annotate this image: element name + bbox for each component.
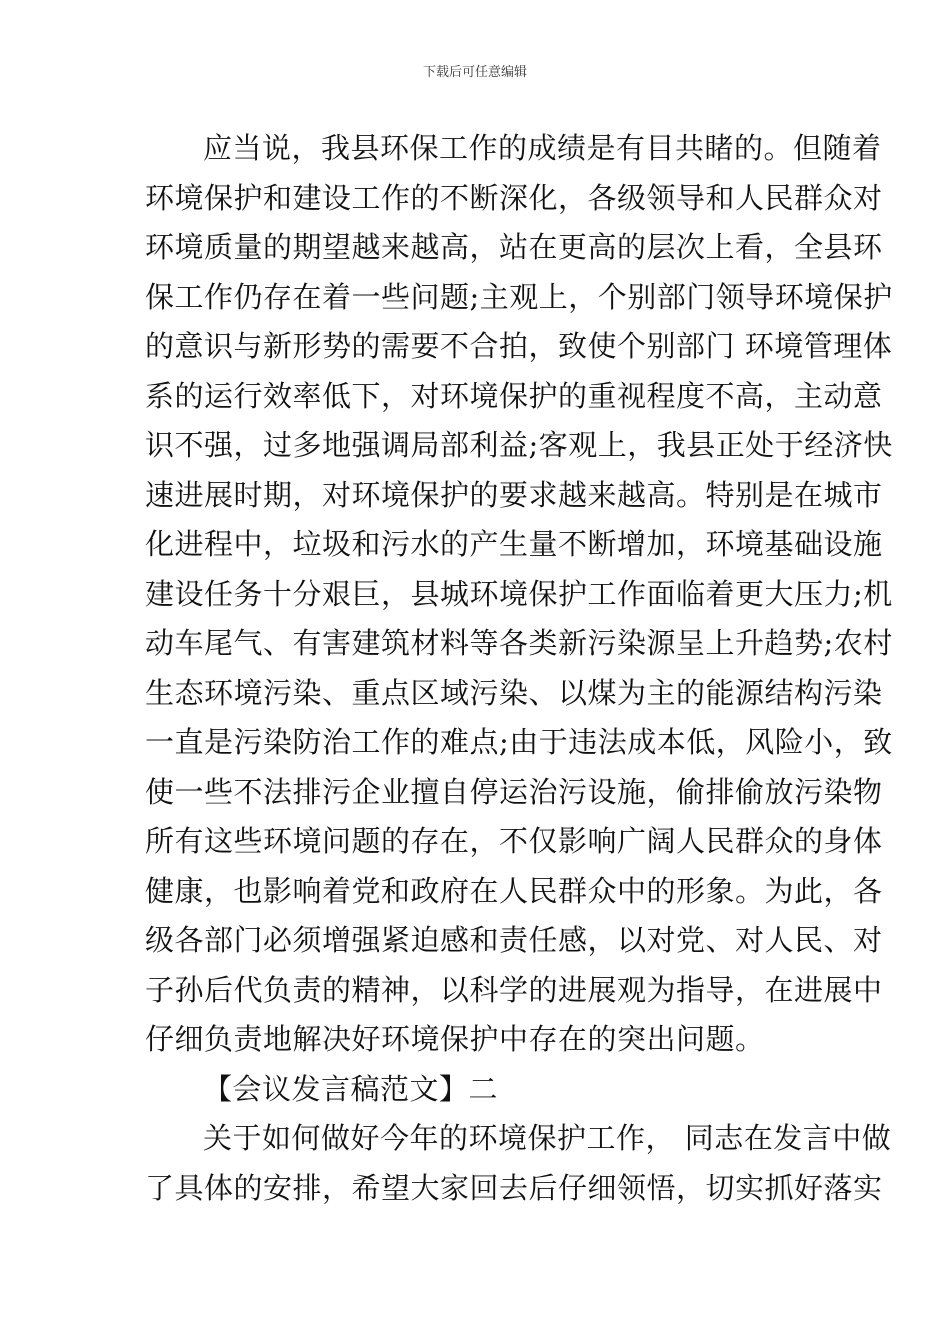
paragraph-line: 了具体的安排，希望大家回去后仔细领悟，切实抓好落实 bbox=[145, 1170, 883, 1205]
paragraph-line: 的意识与新形势的需要不合拍，致使个别部门 环境管理体 bbox=[145, 329, 893, 363]
paragraph-line: 速进展时期，对环境保护的要求越来越高。特别是在城市 bbox=[145, 477, 883, 512]
section-heading: 【会议发言稿范文】二 bbox=[203, 1071, 499, 1106]
header-note: 下载后可任意编辑 bbox=[422, 65, 527, 80]
paragraph-line: 环境质量的期望越来越高，站在更高的层次上看，全县环 bbox=[145, 230, 883, 264]
paragraph-line: 使一些不法排污企业擅自停运治污设施，偷排偷放污染物 bbox=[145, 774, 883, 809]
paragraph-line: 健康，也影响着党和政府在人民群众中的形象。为此，各 bbox=[145, 873, 883, 908]
paragraph-line: 动车尾气、有害建筑材料等各类新污染源呈上升趋势;农村 bbox=[145, 626, 893, 660]
paragraph-line: 仔细负责地解决好环境保护中存在的突出问题。 bbox=[145, 1022, 765, 1056]
paragraph-line: 级各部门必须增强紧迫感和责任感，以对党、对人民、对 bbox=[145, 923, 883, 957]
paragraph-line: 保工作仍存在着一些问题;主观上，个别部门领导环境保护 bbox=[145, 279, 893, 314]
paragraph-line: 环境保护和建设工作的不断深化，各级领导和人民群众对 bbox=[145, 180, 883, 215]
document-body bbox=[145, 124, 893, 1213]
paragraph-line: 识不强，过多地强调局部利益;客观上，我县正处于经济快 bbox=[145, 428, 893, 462]
paragraph-line: 应当说，我县环保工作的成绩是有目共睹的。但随着 bbox=[203, 131, 882, 165]
paragraph-line: 建设任务十分艰巨，县城环境保护工作面临着更大压力;机 bbox=[145, 576, 893, 611]
paragraph-line: 关于如何做好今年的环境保护工作， 同志在发言中做 bbox=[203, 1121, 892, 1155]
paragraph-line: 子孙后代负责的精神，以科学的进展观为指导，在进展中 bbox=[145, 972, 883, 1007]
paragraph-line: 化进程中，垃圾和污水的产生量不断增加，环境基础设施 bbox=[145, 527, 883, 561]
paragraph-line: 生态环境污染、重点区域污染、以煤为主的能源结构污染 bbox=[145, 675, 883, 710]
paragraph-line: 一直是污染防治工作的难点;由于违法成本低，风险小，致 bbox=[145, 725, 893, 759]
paragraph-line: 系的运行效率低下，对环境保护的重视程度不高，主动意 bbox=[145, 378, 883, 413]
paragraph-line: 所有这些环境问题的存在，不仅影响广阔人民群众的身体 bbox=[145, 824, 883, 858]
